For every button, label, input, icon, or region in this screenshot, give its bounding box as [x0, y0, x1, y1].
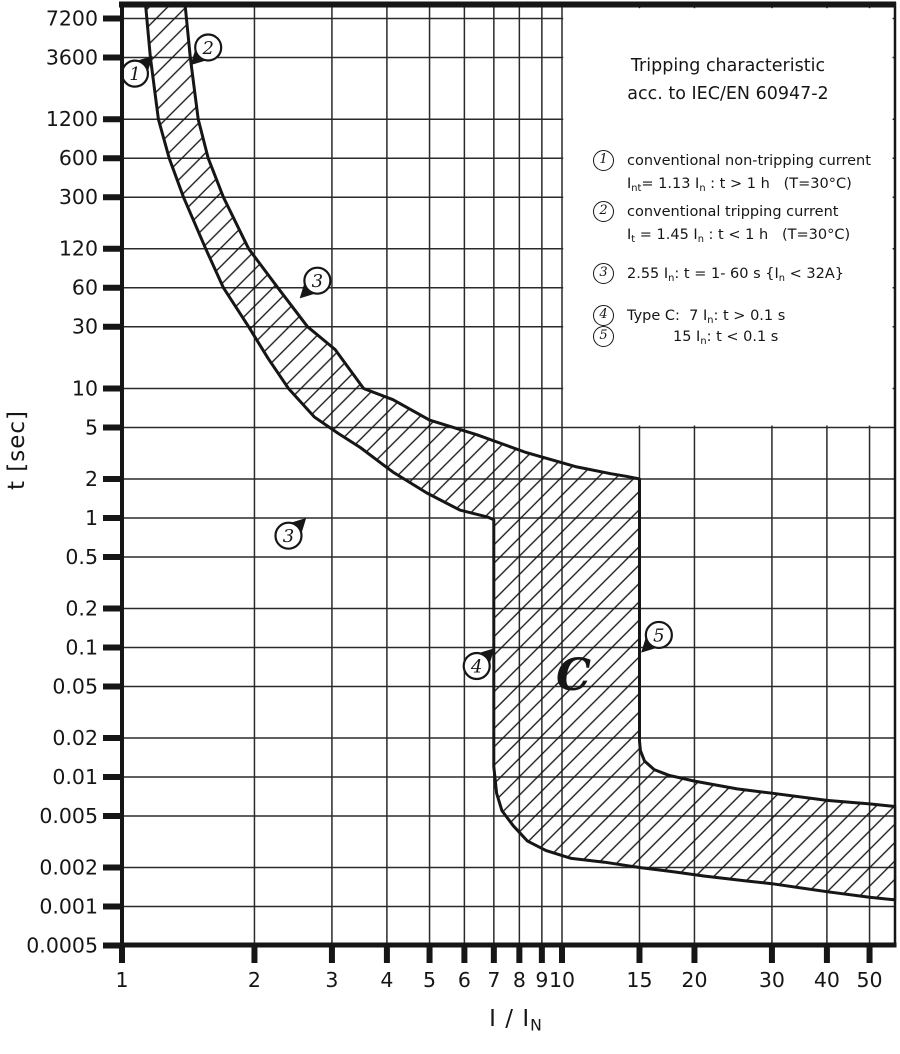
legend-item-3 — [593, 263, 889, 290]
svg-text:15: 15 — [626, 968, 653, 992]
svg-text:5: 5 — [423, 968, 437, 992]
svg-text:0.05: 0.05 — [52, 674, 98, 699]
x-tick-labels — [115, 968, 882, 992]
svg-text:3600: 3600 — [45, 45, 98, 70]
svg-text:0.01: 0.01 — [52, 765, 98, 789]
svg-text:30: 30 — [758, 968, 785, 992]
legend-subtitle: acc. to IEC/EN 60947-2 — [627, 84, 829, 104]
svg-text:2: 2 — [202, 37, 214, 59]
curve-marker-1 — [122, 56, 153, 87]
y-axis-title: t [sec] — [4, 409, 30, 491]
svg-text:600: 600 — [58, 146, 98, 171]
svg-text:7: 7 — [487, 968, 501, 992]
svg-text:4: 4 — [470, 656, 483, 678]
svg-text:3: 3 — [311, 271, 324, 293]
svg-text:4: 4 — [380, 968, 394, 992]
legend-item-number-circle: 4 — [593, 305, 614, 326]
legend-title: Tripping characteristic — [630, 56, 826, 76]
svg-text:0.2: 0.2 — [65, 596, 98, 621]
svg-text:5: 5 — [653, 625, 665, 647]
svg-text:20: 20 — [681, 968, 708, 992]
curve-marker-3 — [300, 268, 331, 299]
svg-text:0.5: 0.5 — [65, 544, 98, 569]
svg-text:0.001: 0.001 — [39, 894, 98, 919]
svg-text:50: 50 — [856, 968, 883, 992]
svg-text:10: 10 — [548, 968, 576, 992]
legend-item-text: conventional non-tripping current $I_{nt}= 1.13$ $I_n$ : t > 1 h (T=30°C) — [627, 153, 871, 194]
region-label-c: C — [555, 650, 592, 702]
curve-marker-2 — [191, 34, 222, 65]
svg-text:0.0005: 0.0005 — [26, 933, 98, 958]
svg-text:60: 60 — [71, 275, 98, 300]
legend-item-number-circle: 2 — [593, 201, 614, 222]
legend-item-5 — [593, 326, 889, 353]
svg-text:3: 3 — [325, 968, 339, 992]
svg-text:8: 8 — [512, 968, 526, 992]
legend-item-2 — [593, 201, 889, 251]
legend-item-number-circle: 3 — [593, 263, 614, 284]
svg-text:0.002: 0.002 — [39, 855, 98, 880]
legend-item-1 — [593, 150, 889, 200]
legend-item-text: 15 $I_n$: t < 0.1 s — [673, 329, 779, 347]
svg-text:9: 9 — [535, 968, 549, 992]
svg-text:120: 120 — [58, 236, 98, 261]
svg-text:3: 3 — [282, 526, 295, 548]
svg-text:2: 2 — [84, 467, 98, 492]
legend-item-text: conventional tripping current $I_t = 1.45$ $I_n$ : t < 1 h (T=30°C) — [627, 204, 851, 245]
legend-item-number-circle: 1 — [593, 150, 614, 171]
svg-text:0.005: 0.005 — [39, 803, 98, 828]
svg-text:40: 40 — [813, 968, 840, 992]
svg-text:2: 2 — [247, 968, 261, 992]
svg-text:7200: 7200 — [45, 6, 98, 31]
legend-item-text: 2.55 $I_n$: t = 1- 60 s $\{I_n < 32A\}$ — [627, 266, 844, 284]
svg-text:30: 30 — [71, 314, 98, 339]
svg-text:1200: 1200 — [45, 107, 98, 132]
legend — [563, 8, 893, 425]
svg-text:1: 1 — [84, 506, 98, 530]
svg-text:6: 6 — [457, 968, 471, 992]
x-axis-title: I / $I_N$ — [489, 1006, 543, 1035]
curve-marker-4 — [464, 648, 495, 679]
svg-text:0.02: 0.02 — [52, 726, 98, 751]
svg-text:10: 10 — [71, 376, 98, 401]
svg-text:5: 5 — [84, 415, 98, 440]
svg-text:0.1: 0.1 — [65, 635, 98, 660]
curve-marker-3 — [275, 518, 306, 549]
svg-text:1: 1 — [129, 64, 141, 86]
svg-text:300: 300 — [58, 185, 98, 210]
legend-item-number-circle: 5 — [593, 326, 614, 347]
svg-text:1: 1 — [115, 968, 129, 992]
y-tick-labels — [26, 6, 98, 957]
legend-item-text: Type C: 7 $I_n$: t > 0.1 s — [627, 308, 786, 326]
